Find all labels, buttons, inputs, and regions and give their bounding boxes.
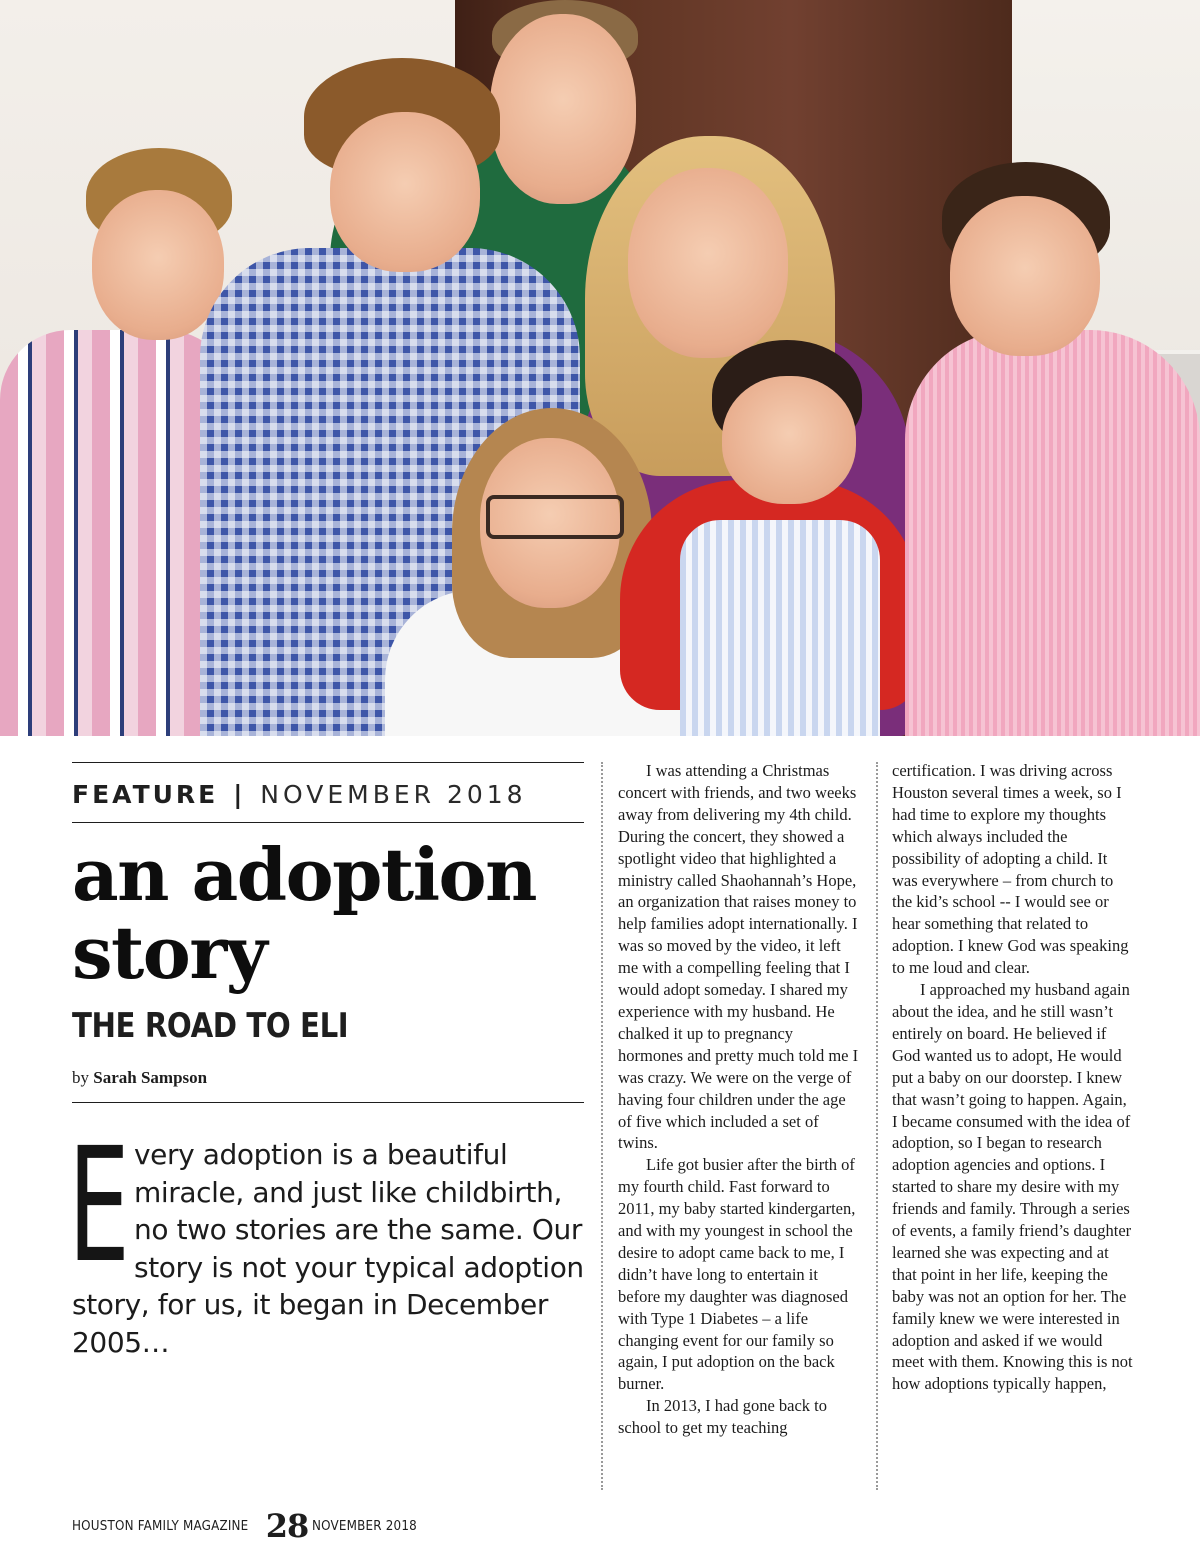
body-column-2 bbox=[892, 760, 1134, 1490]
photo-person-boy-right bbox=[905, 330, 1200, 736]
section-label: FEATURE bbox=[72, 780, 219, 809]
issue-date: NOVEMBER 2018 bbox=[260, 780, 527, 809]
page-number: 28 bbox=[265, 1507, 309, 1545]
intro-text: very adoption is a beautiful miracle, and just like childbirth, no two stories are the same. Our story is not your typical adoption story, for us, it began in December 2005… bbox=[72, 1138, 584, 1359]
body-column-1 bbox=[618, 760, 860, 1490]
article-title bbox=[72, 832, 602, 995]
section-kicker bbox=[72, 776, 584, 814]
byline bbox=[72, 1064, 572, 1092]
header-top-rule bbox=[72, 762, 584, 763]
header-mid-rule bbox=[72, 822, 584, 823]
page-footer bbox=[72, 1506, 426, 1546]
column1-paragraph-2: Life got busier after the birth of my fourth child. Fast forward to 2011, my baby started kindergarten, and with my youngest in school the desire to adopt came back to me, I didn’t have long to entertain it before my daughter was diagnosed with Type 1 Diabetes – a life changing event for our family so again, I put adoption on the back burner. bbox=[618, 1155, 856, 1394]
header-bottom-rule bbox=[72, 1102, 584, 1103]
column-divider-right bbox=[876, 762, 878, 1490]
intro-paragraph bbox=[68, 1114, 587, 1361]
column2-paragraph-1: certification. I was driving across Houston several times a week, so I had time to explore my thoughts which always included the possibility of adopting a child. It was everywhere – from church to the kid’s school -- I would see or hear something that related to adoption. I knew God was speaking to me loud and clear. bbox=[892, 761, 1129, 978]
column2-paragraph-2: I approached my husband again about the idea, and he still wasn’t entirely on board. He believed if God wanted us to adopt, He would put a baby on our doorstep. I knew that wasn’t going to happen. Again, I became consumed with the idea of adoption, so I began to research adoption agencies and options. I started to share my desire with my friends and family. Through a series of events, a family friend’s daughter learned she was expecting and at that point in her life, keeping the baby was not an option for her. The family knew we were interested in adoption and asked if we would meet with them. Knowing this is not how adoptions typically happen, bbox=[892, 980, 1133, 1394]
article-title-line1: an adoption bbox=[72, 832, 536, 917]
article-subtitle: THE ROAD TO ELI bbox=[72, 1006, 349, 1046]
drop-cap: E bbox=[68, 1114, 130, 1298]
author-name: Sarah Sampson bbox=[93, 1068, 208, 1087]
article-title-line2: story bbox=[72, 910, 267, 995]
column-divider-left bbox=[601, 762, 603, 1490]
footer-publication: HOUSTON FAMILY MAGAZINE bbox=[72, 1518, 249, 1534]
byline-prefix: by bbox=[72, 1068, 89, 1087]
footer-date: NOVEMBER 2018 bbox=[312, 1518, 418, 1534]
kicker-separator: | bbox=[233, 780, 246, 809]
family-photo bbox=[0, 0, 1200, 736]
column1-paragraph-1: I was attending a Christmas concert with friends, and two weeks away from delivering my 4th child. During the concert, they showed a spotlight video that highlighted a ministry called Shaohannah’s Hope, an organization that raises money to help families adopt internationally. I was so moved by the video, it left me with a compelling feeling that I would adopt someday. I shared my experience with my husband. He chalked it up to pregnancy hormones and pretty much told me I was crazy. We were on the verge of having four children under the age of five which included a set of twins. bbox=[618, 761, 859, 1153]
column1-paragraph-3: In 2013, I had gone back to school to get my teaching bbox=[618, 1396, 827, 1438]
